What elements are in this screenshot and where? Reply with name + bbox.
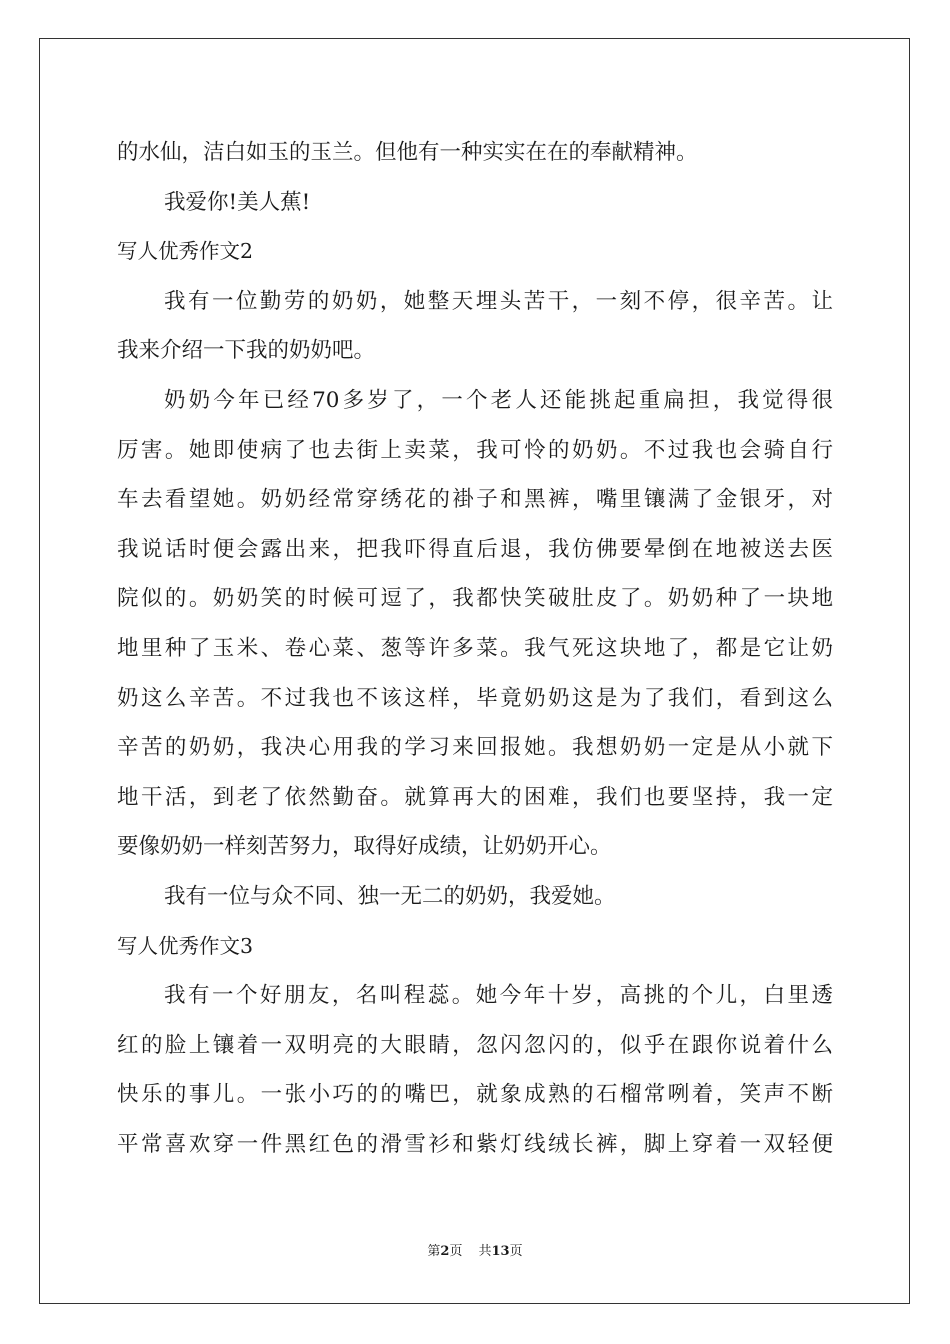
paragraph-line: 平常喜欢穿一件黑红色的滑雪衫和紫灯线绒长裤，脚上穿着一双轻便 (117, 1131, 833, 1157)
paragraph-line: 奶这么辛苦。不过我也不该这样，毕竟奶奶这是为了我们，看到这么 (117, 685, 833, 711)
paragraph-line: 辛苦的奶奶，我决心用我的学习来回报她。我想奶奶一定是从小就下 (117, 735, 833, 761)
paragraph-line: 我来介绍一下我的奶奶吧。 (117, 338, 376, 364)
paragraph-line: 地干活，到老了依然勤奋。就算再大的困难，我们也要坚持，我一定 (117, 784, 833, 810)
paragraph-line: 院似的。奶奶笑的时候可逗了，我都快笑破肚皮了。奶奶种了一块地 (117, 586, 833, 612)
paragraph-line: 要像奶奶一样刻苦努力，取得好成绩，让奶奶开心。 (117, 834, 612, 860)
paragraph-line: 车去看望她。奶奶经常穿绣花的褂子和黑裤，嘴里镶满了金银牙，对 (117, 487, 833, 513)
page-prefix: 第 (427, 1244, 441, 1259)
section-heading: 写人优秀作文2 (117, 239, 254, 264)
paragraph-line: 红的脸上镶着一双明亮的大眼睛，忽闪忽闪的，似乎在跟你说着什么 (117, 1032, 833, 1058)
section-heading: 写人优秀作文3 (117, 933, 254, 958)
page-number: 2 (440, 1244, 450, 1259)
page-suffix: 页 (449, 1244, 463, 1259)
paragraph-line: 我有一位勤劳的奶奶，她整天埋头苦干，一刻不停，很辛苦。让 (164, 288, 833, 314)
paragraph-line: 奶奶今年已经70多岁了，一个老人还能挑起重扁担，我觉得很 (164, 387, 833, 413)
total-pages: 13 (491, 1244, 510, 1259)
paragraph-line: 我爱你!美人蕉! (164, 189, 311, 215)
page-footer (0, 1243, 950, 1261)
paragraph-line: 快乐的事儿。一张小巧的的嘴巴，就象成熟的石榴常咧着，笑声不断 (117, 1082, 833, 1108)
total-suffix: 页 (509, 1244, 523, 1259)
paragraph-line: 厉害。她即使病了也去街上卖菜，我可怜的奶奶。不过我也会骑自行 (117, 437, 833, 463)
paragraph-line: 的水仙，洁白如玉的玉兰。但他有一种实实在在的奉献精神。 (117, 140, 698, 165)
paragraph-line: 我有一个好朋友，名叫程蕊。她今年十岁，高挑的个儿，白里透 (164, 983, 833, 1009)
paragraph-line: 我有一位与众不同、独一无二的奶奶，我爱她。 (164, 883, 616, 909)
document-body (117, 128, 833, 1169)
paragraph-line: 地里种了玉米、卷心菜、葱等许多菜。我气死这块地了，都是它让奶 (117, 635, 833, 661)
total-prefix: 共 (478, 1244, 492, 1259)
paragraph-line: 我说话时便会露出来，把我吓得直后退，我仿佛要晕倒在地被送去医 (117, 536, 833, 562)
